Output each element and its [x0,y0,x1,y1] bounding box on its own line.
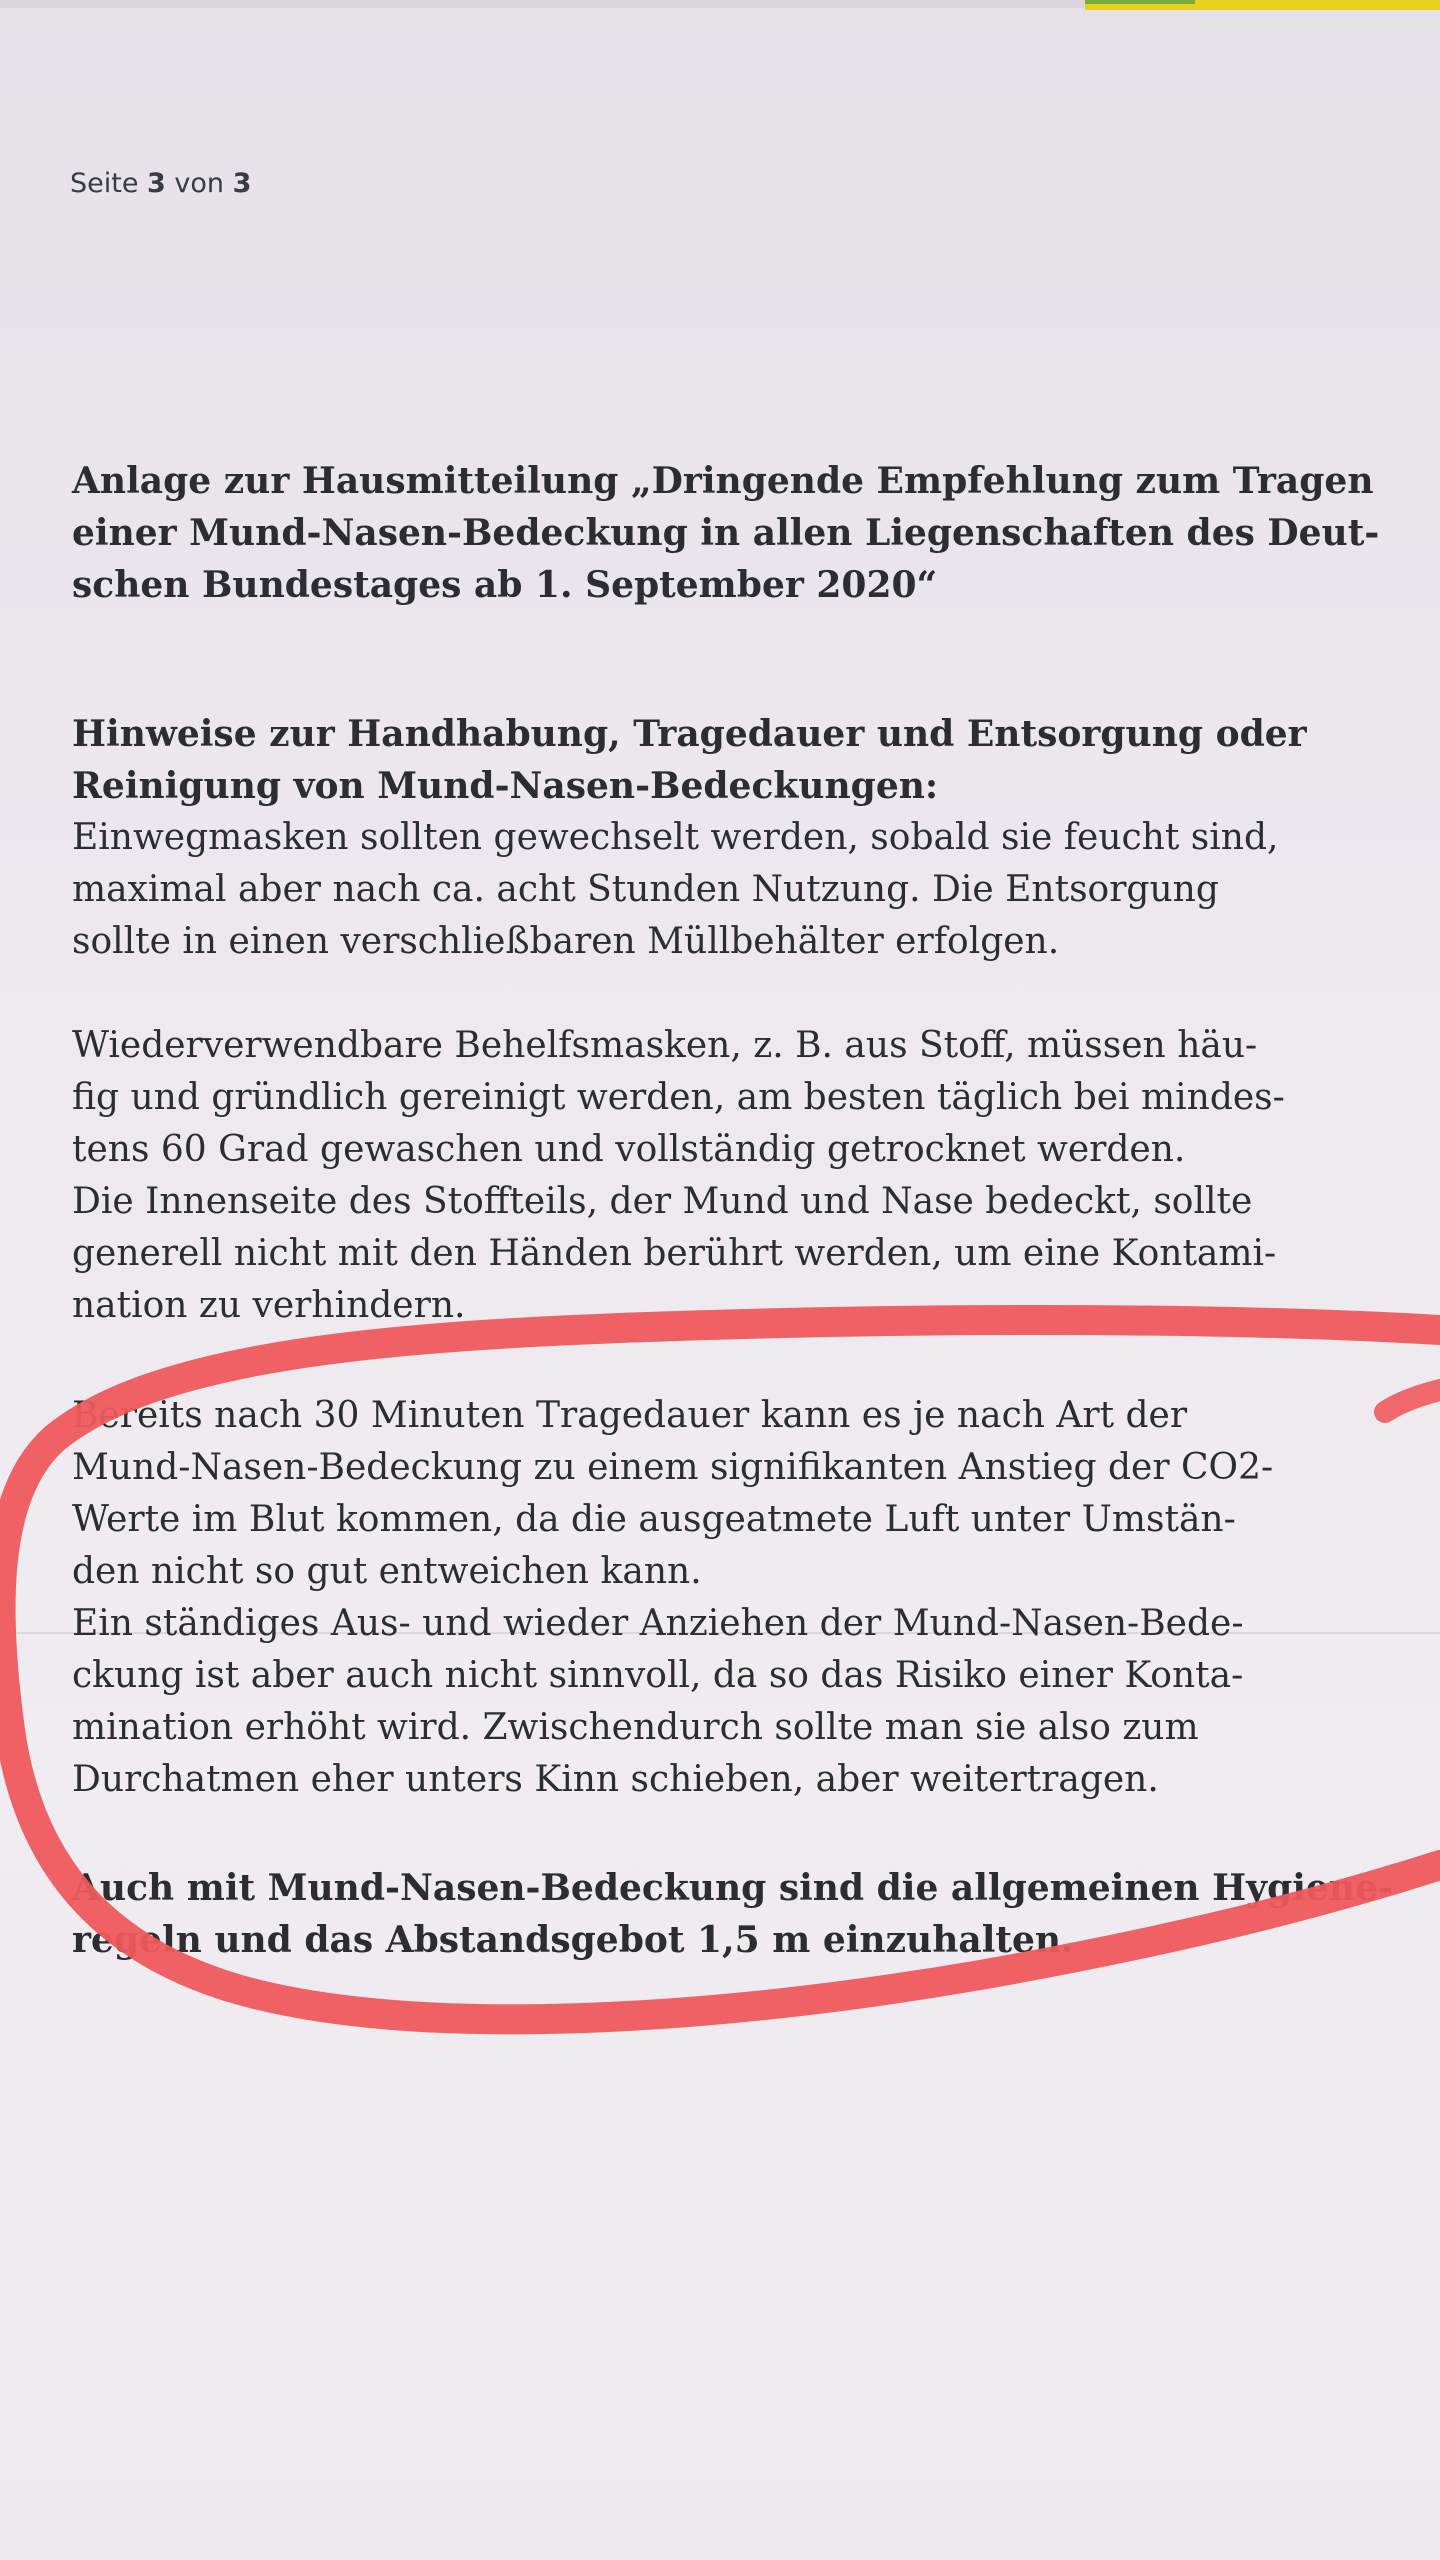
paragraph-line: generell nicht mit den Händen berührt werden, um eine Kontami- [72,1233,1277,1274]
paragraph-line: Werte im Blut kommen, da die ausgeatmete Luft unter Umstän- [72,1499,1236,1540]
hints-heading-line: Hinweise zur Handhabung, Tragedauer und Entsorgung oder [72,713,1307,755]
paragraph-line: Einwegmasken sollten gewechselt werden, sobald sie feucht sind, [72,817,1279,858]
paragraph-line: maximal aber nach ca. acht Stunden Nutzung. Die Entsorgung [72,869,1219,910]
paragraph-line: Ein ständiges Aus- und wieder Anziehen der Mund-Nasen-Bede- [72,1603,1244,1644]
paragraph-line: sollte in einen verschließbaren Müllbehälter erfolgen. [72,921,1060,962]
reusable-masks-paragraph [72,1020,1402,1332]
disposable-masks-paragraph [72,812,1402,968]
page-total: 3 [232,168,252,199]
annex-title-line: einer Mund-Nasen-Bedeckung in allen Liegenschaften des Deut- [72,512,1380,554]
annex-title-line: Anlage zur Hausmitteilung „Dringende Empfehlung zum Tragen [72,460,1374,502]
paragraph-line: Durchatmen eher unters Kinn schieben, aber weitertragen. [72,1759,1159,1800]
page-number [70,168,251,199]
paragraph-line: Mund-Nasen-Bedeckung zu einem signifikanten Anstieg der CO2- [72,1447,1274,1488]
hints-heading-line: Reinigung von Mund-Nasen-Bedeckungen: [72,765,939,807]
paragraph-line: Bereits nach 30 Minuten Tragedauer kann es je nach Art der [72,1395,1188,1436]
page-label-prefix: Seite [70,168,148,199]
paragraph-line: den nicht so gut entweichen kann. [72,1551,702,1592]
paragraph-line: tens 60 Grad gewaschen und vollständig getrocknet werden. [72,1129,1186,1170]
co2-paragraph [72,1390,1402,1806]
paragraph-line: Wiederverwendbare Behelfsmasken, z. B. aus Stoff, müssen häu- [72,1025,1258,1066]
paragraph-line: Die Innenseite des Stoffteils, der Mund und Nase bedeckt, sollte [72,1181,1253,1222]
page-current: 3 [147,168,166,199]
paragraph-line: ckung ist aber auch nicht sinnvoll, da so das Risiko einer Konta- [72,1655,1244,1696]
paragraph-line: nation zu verhindern. [72,1285,466,1326]
hygiene-note-line: regeln und das Abstandsgebot 1,5 m einzuhalten. [72,1919,1074,1961]
hints-heading [72,708,1402,812]
hygiene-note-line: Auch mit Mund-Nasen-Bedeckung sind die allgemeinen Hygiene- [72,1867,1393,1909]
green-tab-edge [1085,0,1195,4]
paragraph-line: fig und gründlich gereinigt werden, am besten täglich bei mindes- [72,1077,1285,1118]
annex-title-line: schen Bundestages ab 1. September 2020“ [72,564,938,606]
annex-title [72,455,1402,611]
page-label-mid: von [165,168,233,199]
hygiene-note [72,1862,1402,1966]
paragraph-line: mination erhöht wird. Zwischendurch sollte man sie also zum [72,1707,1199,1748]
